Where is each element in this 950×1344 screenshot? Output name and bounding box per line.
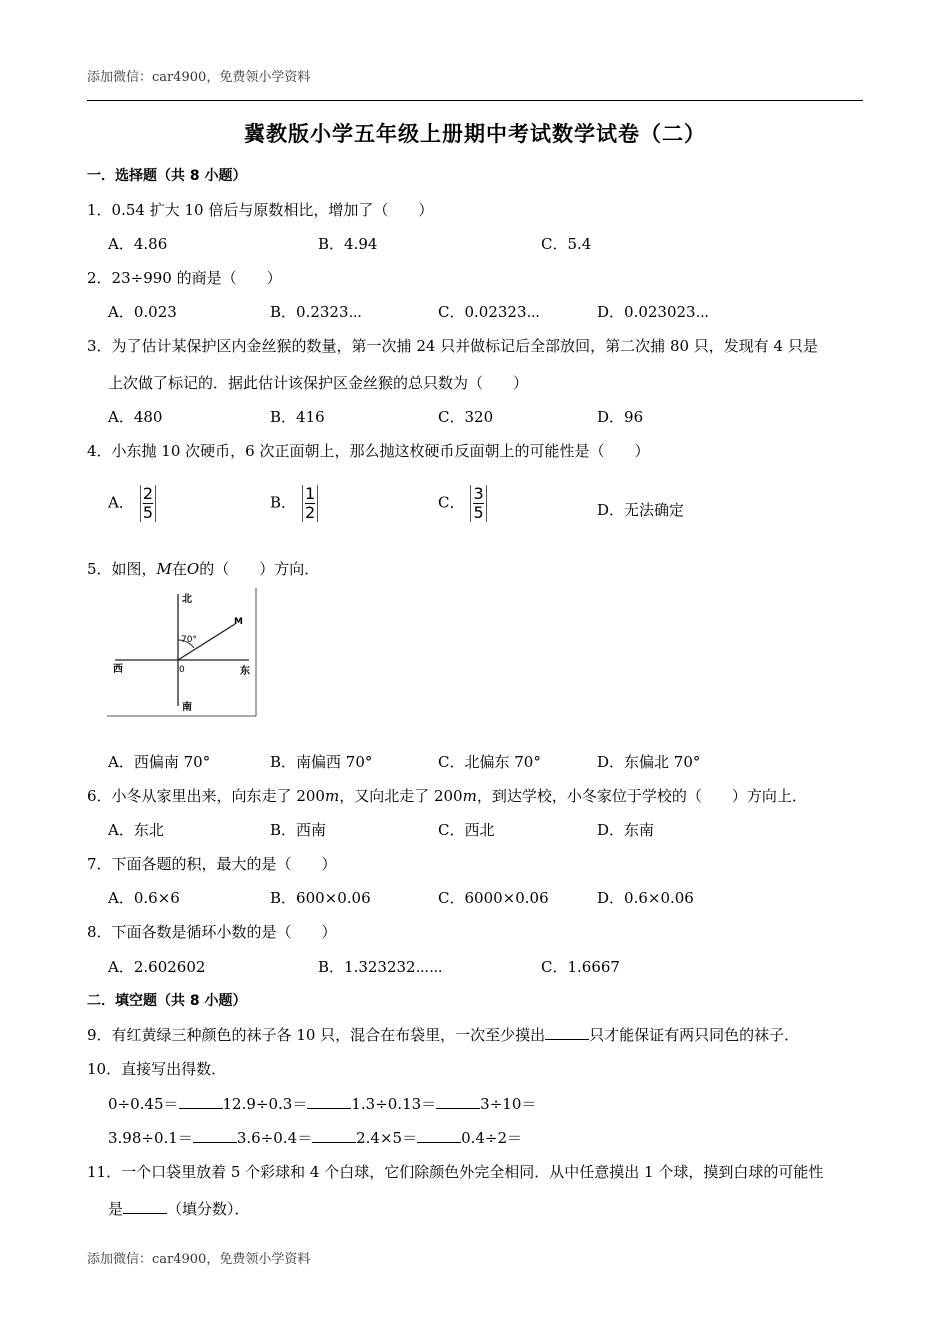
answer-blank[interactable] [417, 1128, 461, 1143]
q7-option-a: A．0.6×6 [108, 889, 180, 907]
q10-expr-7: 2.4×5＝ [356, 1129, 418, 1147]
answer-blank[interactable] [307, 1094, 351, 1109]
q6-unit-1: m [324, 787, 340, 805]
q10-row-1 [108, 1093, 536, 1114]
fig-label-angle: 70° [181, 635, 197, 645]
fig-label-origin: 0 [179, 665, 185, 675]
fraction-denominator: 5 [473, 503, 484, 522]
q5-option-a: A．西偏南 70° [108, 753, 211, 771]
question-6-stem [87, 785, 807, 806]
question-3-stem-line1: 3．为了估计某保护区内金丝猴的数量，第一次捕 24 只并做标记后全部放回，第二次捕 80 只，发现有 4 只是 [87, 337, 818, 355]
q4-option-a [108, 485, 156, 522]
question-2-stem: 2．23÷990 的商是（ ） [87, 269, 282, 287]
q4-option-b-fraction [302, 485, 318, 522]
q9-stem-post: 只才能保证有两只同色的袜子． [589, 1026, 800, 1044]
q6-stem-part2: ，又向北走了 200 [339, 787, 463, 805]
page-footer-note: 添加微信：car4900，免费领小学资料 [87, 1252, 311, 1267]
q4-option-d: D．无法确定 [597, 501, 685, 519]
q4-option-b-label: B． [270, 493, 297, 512]
q5-option-d: D．东偏北 70° [597, 753, 701, 771]
q8-option-b: B．1.323232⋯⋯ [318, 958, 443, 976]
answer-blank[interactable] [545, 1025, 589, 1040]
answer-blank[interactable] [179, 1094, 223, 1109]
q4-option-a-fraction [140, 485, 156, 522]
q3-option-b: B．416 [270, 408, 325, 426]
fraction-numerator: 1 [305, 484, 316, 503]
question-9-stem [87, 1024, 799, 1045]
fraction-denominator: 5 [142, 503, 154, 522]
q5-var-o: O [186, 560, 200, 578]
q6-option-d: D．东南 [597, 821, 655, 839]
fraction-denominator: 2 [305, 503, 316, 522]
q6-option-b: B．西南 [270, 821, 327, 839]
question-5-stem [87, 558, 319, 579]
answer-blank[interactable] [436, 1094, 480, 1109]
q3-option-a: A．480 [108, 408, 163, 426]
q3-option-c: C．320 [438, 408, 494, 426]
q1-option-b: B．4.94 [318, 235, 378, 253]
fig-label-south: 南 [182, 702, 192, 713]
direction-figure [107, 588, 259, 718]
q10-row-2 [108, 1127, 522, 1148]
q1-option-a: A．4.86 [108, 235, 168, 253]
q11-stem-pre: 是 [108, 1200, 124, 1218]
question-1-stem: 1．0.54 扩大 10 倍后与原数相比，增加了（ ） [87, 201, 434, 219]
q4-option-c-label: C． [438, 493, 465, 512]
q6-option-a: A．东北 [108, 821, 164, 839]
question-8-stem: 8．下面各数是循环小数的是（ ） [87, 923, 337, 941]
q4-option-c [438, 485, 487, 522]
q6-stem-part3: ，到达学校，小冬家位于学校的（ ）方向上． [476, 787, 807, 805]
q7-option-d: D．0.6×0.06 [597, 889, 694, 907]
q4-option-b [270, 485, 318, 522]
q2-option-d: D．0.023023⋯ [597, 303, 710, 321]
answer-blank[interactable] [312, 1128, 356, 1143]
q5-stem-post: 的（ ）方向． [199, 560, 320, 578]
question-11-stem-line1: 11．一个口袋里放着 5 个彩球和 4 个白球，它们除颜色外完全相同．从中任意摸出 1 个球，摸到白球的可能性 [87, 1163, 824, 1181]
q10-expr-5: 3.98÷0.1＝ [108, 1129, 193, 1147]
q5-var-m: M [156, 560, 172, 578]
question-7-stem: 7．下面各题的积，最大的是（ ） [87, 855, 337, 873]
q10-expr-6: 3.6÷0.4＝ [236, 1129, 313, 1147]
section-heading-choice: 一．选择题（共 8 小题） [87, 168, 247, 184]
exam-title: 冀教版小学五年级上册期中考试数学试卷（二） [244, 122, 706, 146]
q6-unit-2: m [462, 787, 477, 805]
q2-option-b: B．0.2323⋯ [270, 303, 363, 321]
q2-option-c: C．0.02323⋯ [438, 303, 541, 321]
q5-stem-mid: 在 [171, 560, 187, 578]
header-rule [87, 100, 863, 101]
question-11-stem-line2 [108, 1198, 250, 1219]
fig-label-north: 北 [182, 594, 192, 605]
q8-option-a: A．2.602602 [108, 958, 206, 976]
fraction-numerator: 3 [473, 484, 484, 503]
q10-expr-2: 12.9÷0.3＝ [222, 1095, 308, 1113]
q10-expr-1: 0÷0.45＝ [108, 1095, 179, 1113]
question-4-stem: 4．小东抛 10 次硬币，6 次正面朝上，那么抛这枚硬币反面朝上的可能性是（ ） [87, 442, 650, 460]
q5-option-b: B．南偏西 70° [270, 753, 373, 771]
q5-option-c: C．北偏东 70° [438, 753, 541, 771]
fig-label-point-m: M [234, 617, 243, 627]
q1-option-c: C．5.4 [541, 235, 592, 253]
q3-option-d: D．96 [597, 408, 644, 426]
question-3-stem-line2: 上次做了标记的．据此估计该保护区金丝猴的总只数为（ ） [108, 374, 529, 392]
q4-option-a-label: A． [108, 493, 134, 512]
q6-option-c: C．西北 [438, 821, 495, 839]
fig-label-east: 东 [240, 666, 250, 677]
answer-blank[interactable] [123, 1199, 167, 1214]
answer-blank[interactable] [193, 1128, 237, 1143]
q5-stem-pre: 5．如图， [87, 560, 157, 578]
q6-stem-part1: 6．小冬从家里出来，向东走了 200 [87, 787, 325, 805]
page-header-note: 添加微信：car4900，免费领小学资料 [87, 70, 311, 85]
q11-stem-post: （填分数）． [167, 1200, 250, 1218]
q10-expr-3: 1.3÷0.13＝ [351, 1095, 437, 1113]
q10-expr-4: 3÷10＝ [480, 1095, 537, 1113]
q2-option-a: A．0.023 [108, 303, 177, 321]
q7-option-b: B．600×0.06 [270, 889, 371, 907]
fraction-numerator: 2 [142, 484, 154, 503]
q10-expr-8: 0.4÷2＝ [461, 1129, 523, 1147]
question-10-stem: 10．直接写出得数． [87, 1060, 227, 1078]
fig-label-west: 西 [113, 664, 123, 675]
q8-option-c: C．1.6667 [541, 958, 620, 976]
q7-option-c: C．6000×0.06 [438, 889, 549, 907]
q4-option-c-fraction [470, 485, 486, 522]
section-heading-fill: 二．填空题（共 8 小题） [87, 993, 247, 1009]
q9-stem-pre: 9．有红黄绿三种颜色的袜子各 10 只，混合在布袋里，一次至少摸出 [87, 1026, 546, 1044]
